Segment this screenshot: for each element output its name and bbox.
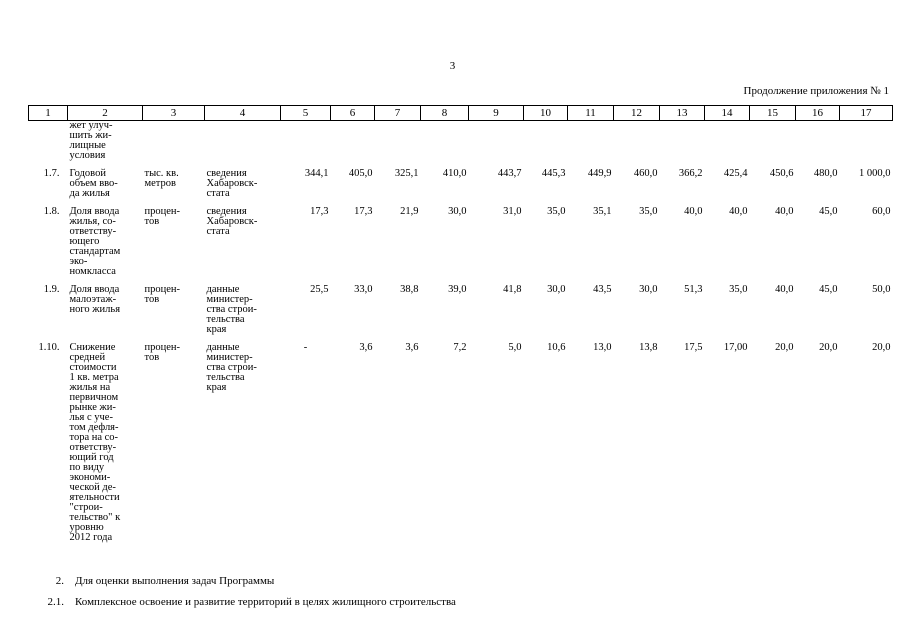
- value-cell: 366,2: [678, 168, 703, 179]
- value-cell: 38,8: [400, 284, 419, 295]
- column-header: 17: [840, 106, 893, 121]
- value-cell: 40,0: [775, 206, 794, 217]
- column-header: 10: [524, 106, 568, 121]
- appendix-continuation-note: Продолжение приложения № 1: [743, 85, 889, 97]
- value-cell: 39,0: [448, 284, 467, 295]
- table-row: [29, 161, 893, 199]
- source-cell: данные министер- ства строи- тельства края: [206, 284, 257, 335]
- column-header: 4: [205, 106, 281, 121]
- table-row: [29, 277, 893, 335]
- column-header: 1: [29, 106, 68, 121]
- value-cell: 449,9: [587, 168, 612, 179]
- row-number-cell: 1.10.: [38, 342, 60, 353]
- value-cell: [375, 121, 421, 162]
- source-cell: сведения Хабаровск- стата: [206, 206, 258, 237]
- column-header: 5: [281, 106, 331, 121]
- value-cell: 13,8: [639, 342, 658, 353]
- indicator-name-cell: Доля ввода жилья, со- ответству- ющего стандартам эко- номкласса: [69, 206, 121, 277]
- source-cell: данные министер- ства строи- тельства края: [206, 342, 257, 393]
- row-number-cell: 1.8.: [43, 206, 60, 217]
- section-number: 2.1.: [47, 596, 64, 608]
- value-cell: [796, 121, 840, 162]
- column-header: 12: [614, 106, 660, 121]
- column-header: 11: [568, 106, 614, 121]
- value-cell: 20,0: [819, 342, 838, 353]
- table-row: [29, 335, 893, 543]
- indicators-table: [28, 105, 893, 543]
- unit-cell: процен- тов: [144, 284, 181, 305]
- value-cell: 445,3: [541, 168, 566, 179]
- value-cell: 40,0: [729, 206, 748, 217]
- value-cell: 344,1: [304, 168, 329, 179]
- value-cell: 410,0: [442, 168, 467, 179]
- value-cell: 1 000,0: [859, 168, 891, 179]
- value-cell: [660, 121, 705, 162]
- value-cell: [281, 121, 331, 162]
- value-cell: [840, 121, 893, 162]
- value-cell: [524, 121, 568, 162]
- section-text: Для оценки выполнения задач Программы: [75, 575, 275, 587]
- unit-cell: процен- тов: [144, 342, 181, 363]
- column-header: 2: [68, 106, 143, 121]
- source-cell: [205, 121, 281, 162]
- row-number-cell: 1.9.: [43, 284, 60, 295]
- value-cell: 17,3: [310, 206, 329, 217]
- source-cell: сведения Хабаровск- стата: [206, 168, 258, 199]
- value-cell: [705, 121, 750, 162]
- value-cell: 50,0: [872, 284, 891, 295]
- value-cell: [614, 121, 660, 162]
- value-cell: 3,6: [405, 342, 419, 353]
- value-cell: 60,0: [872, 206, 891, 217]
- value-cell: 35,0: [547, 206, 566, 217]
- value-cell: 30,0: [547, 284, 566, 295]
- value-cell: 21,9: [400, 206, 419, 217]
- page-number: 3: [449, 60, 456, 72]
- column-header: 13: [660, 106, 705, 121]
- table-row: [29, 199, 893, 277]
- value-cell: [750, 121, 796, 162]
- column-header: 7: [375, 106, 421, 121]
- value-cell: 31,0: [503, 206, 522, 217]
- value-cell: 17,00: [723, 342, 748, 353]
- indicator-name-cell: Снижение средней стоимости 1 кв. метра жилья на первичном рынке жи- лья с уче- том дефля- тора на со- ответству- ющий год по виду экономи- ческой де- ятельности "строи- тельство" к уровню 2012 года: [69, 342, 121, 543]
- value-cell: 10,6: [547, 342, 566, 353]
- value-cell: 5,0: [508, 342, 522, 353]
- row-number-cell: 1.7.: [43, 168, 60, 179]
- value-cell: [331, 121, 375, 162]
- column-header: 8: [421, 106, 469, 121]
- unit-cell: тыс. кв. метров: [144, 168, 179, 189]
- value-cell: 40,0: [775, 284, 794, 295]
- value-cell: 450,6: [769, 168, 794, 179]
- value-cell: 45,0: [819, 206, 838, 217]
- value-cell: 20,0: [775, 342, 794, 353]
- indicator-name-cell: жет улуч- шить жи- лищные условия: [69, 120, 113, 161]
- table-row: [29, 121, 893, 162]
- indicator-name-cell: Доля ввода малоэтаж- ного жилья: [69, 284, 121, 315]
- section-line: [28, 596, 456, 608]
- unit-cell: процен- тов: [144, 206, 181, 227]
- section-line: [28, 575, 274, 587]
- value-cell: 41,8: [503, 284, 522, 295]
- value-cell: 425,4: [723, 168, 748, 179]
- value-cell: 25,5: [310, 284, 329, 295]
- value-cell: 7,2: [453, 342, 467, 353]
- value-cell: [568, 121, 614, 162]
- column-header: 16: [796, 106, 840, 121]
- indicator-name-cell: Годовой объем вво- да жилья: [69, 168, 118, 199]
- value-cell: 30,0: [639, 284, 658, 295]
- value-cell: 43,5: [593, 284, 612, 295]
- value-cell: 480,0: [813, 168, 838, 179]
- value-cell: 33,0: [354, 284, 373, 295]
- value-cell: 17,3: [354, 206, 373, 217]
- value-cell: [421, 121, 469, 162]
- value-cell: [469, 121, 524, 162]
- value-cell: 405,0: [348, 168, 373, 179]
- value-cell: 51,3: [684, 284, 703, 295]
- value-cell: 460,0: [633, 168, 658, 179]
- value-cell: 3,6: [359, 342, 373, 353]
- row-number-cell: [29, 121, 68, 162]
- section-text: Комплексное освоение и развитие территорий в целях жилищного строительства: [75, 596, 456, 608]
- column-header: 9: [469, 106, 524, 121]
- column-header: 6: [331, 106, 375, 121]
- value-cell: 20,0: [872, 342, 891, 353]
- value-cell: 35,0: [729, 284, 748, 295]
- value-cell: 17,5: [684, 342, 703, 353]
- unit-cell: [143, 121, 205, 162]
- value-cell: 325,1: [394, 168, 419, 179]
- value-cell: 13,0: [593, 342, 612, 353]
- value-cell: 35,0: [639, 206, 658, 217]
- section-number: 2.: [55, 575, 64, 587]
- column-header: 3: [143, 106, 205, 121]
- table-header-row: [29, 106, 893, 121]
- value-cell: 45,0: [819, 284, 838, 295]
- value-cell: 40,0: [684, 206, 703, 217]
- value-cell: -: [303, 342, 308, 353]
- value-cell: 30,0: [448, 206, 467, 217]
- column-header: 14: [705, 106, 750, 121]
- value-cell: 443,7: [497, 168, 522, 179]
- value-cell: 35,1: [593, 206, 612, 217]
- column-header: 15: [750, 106, 796, 121]
